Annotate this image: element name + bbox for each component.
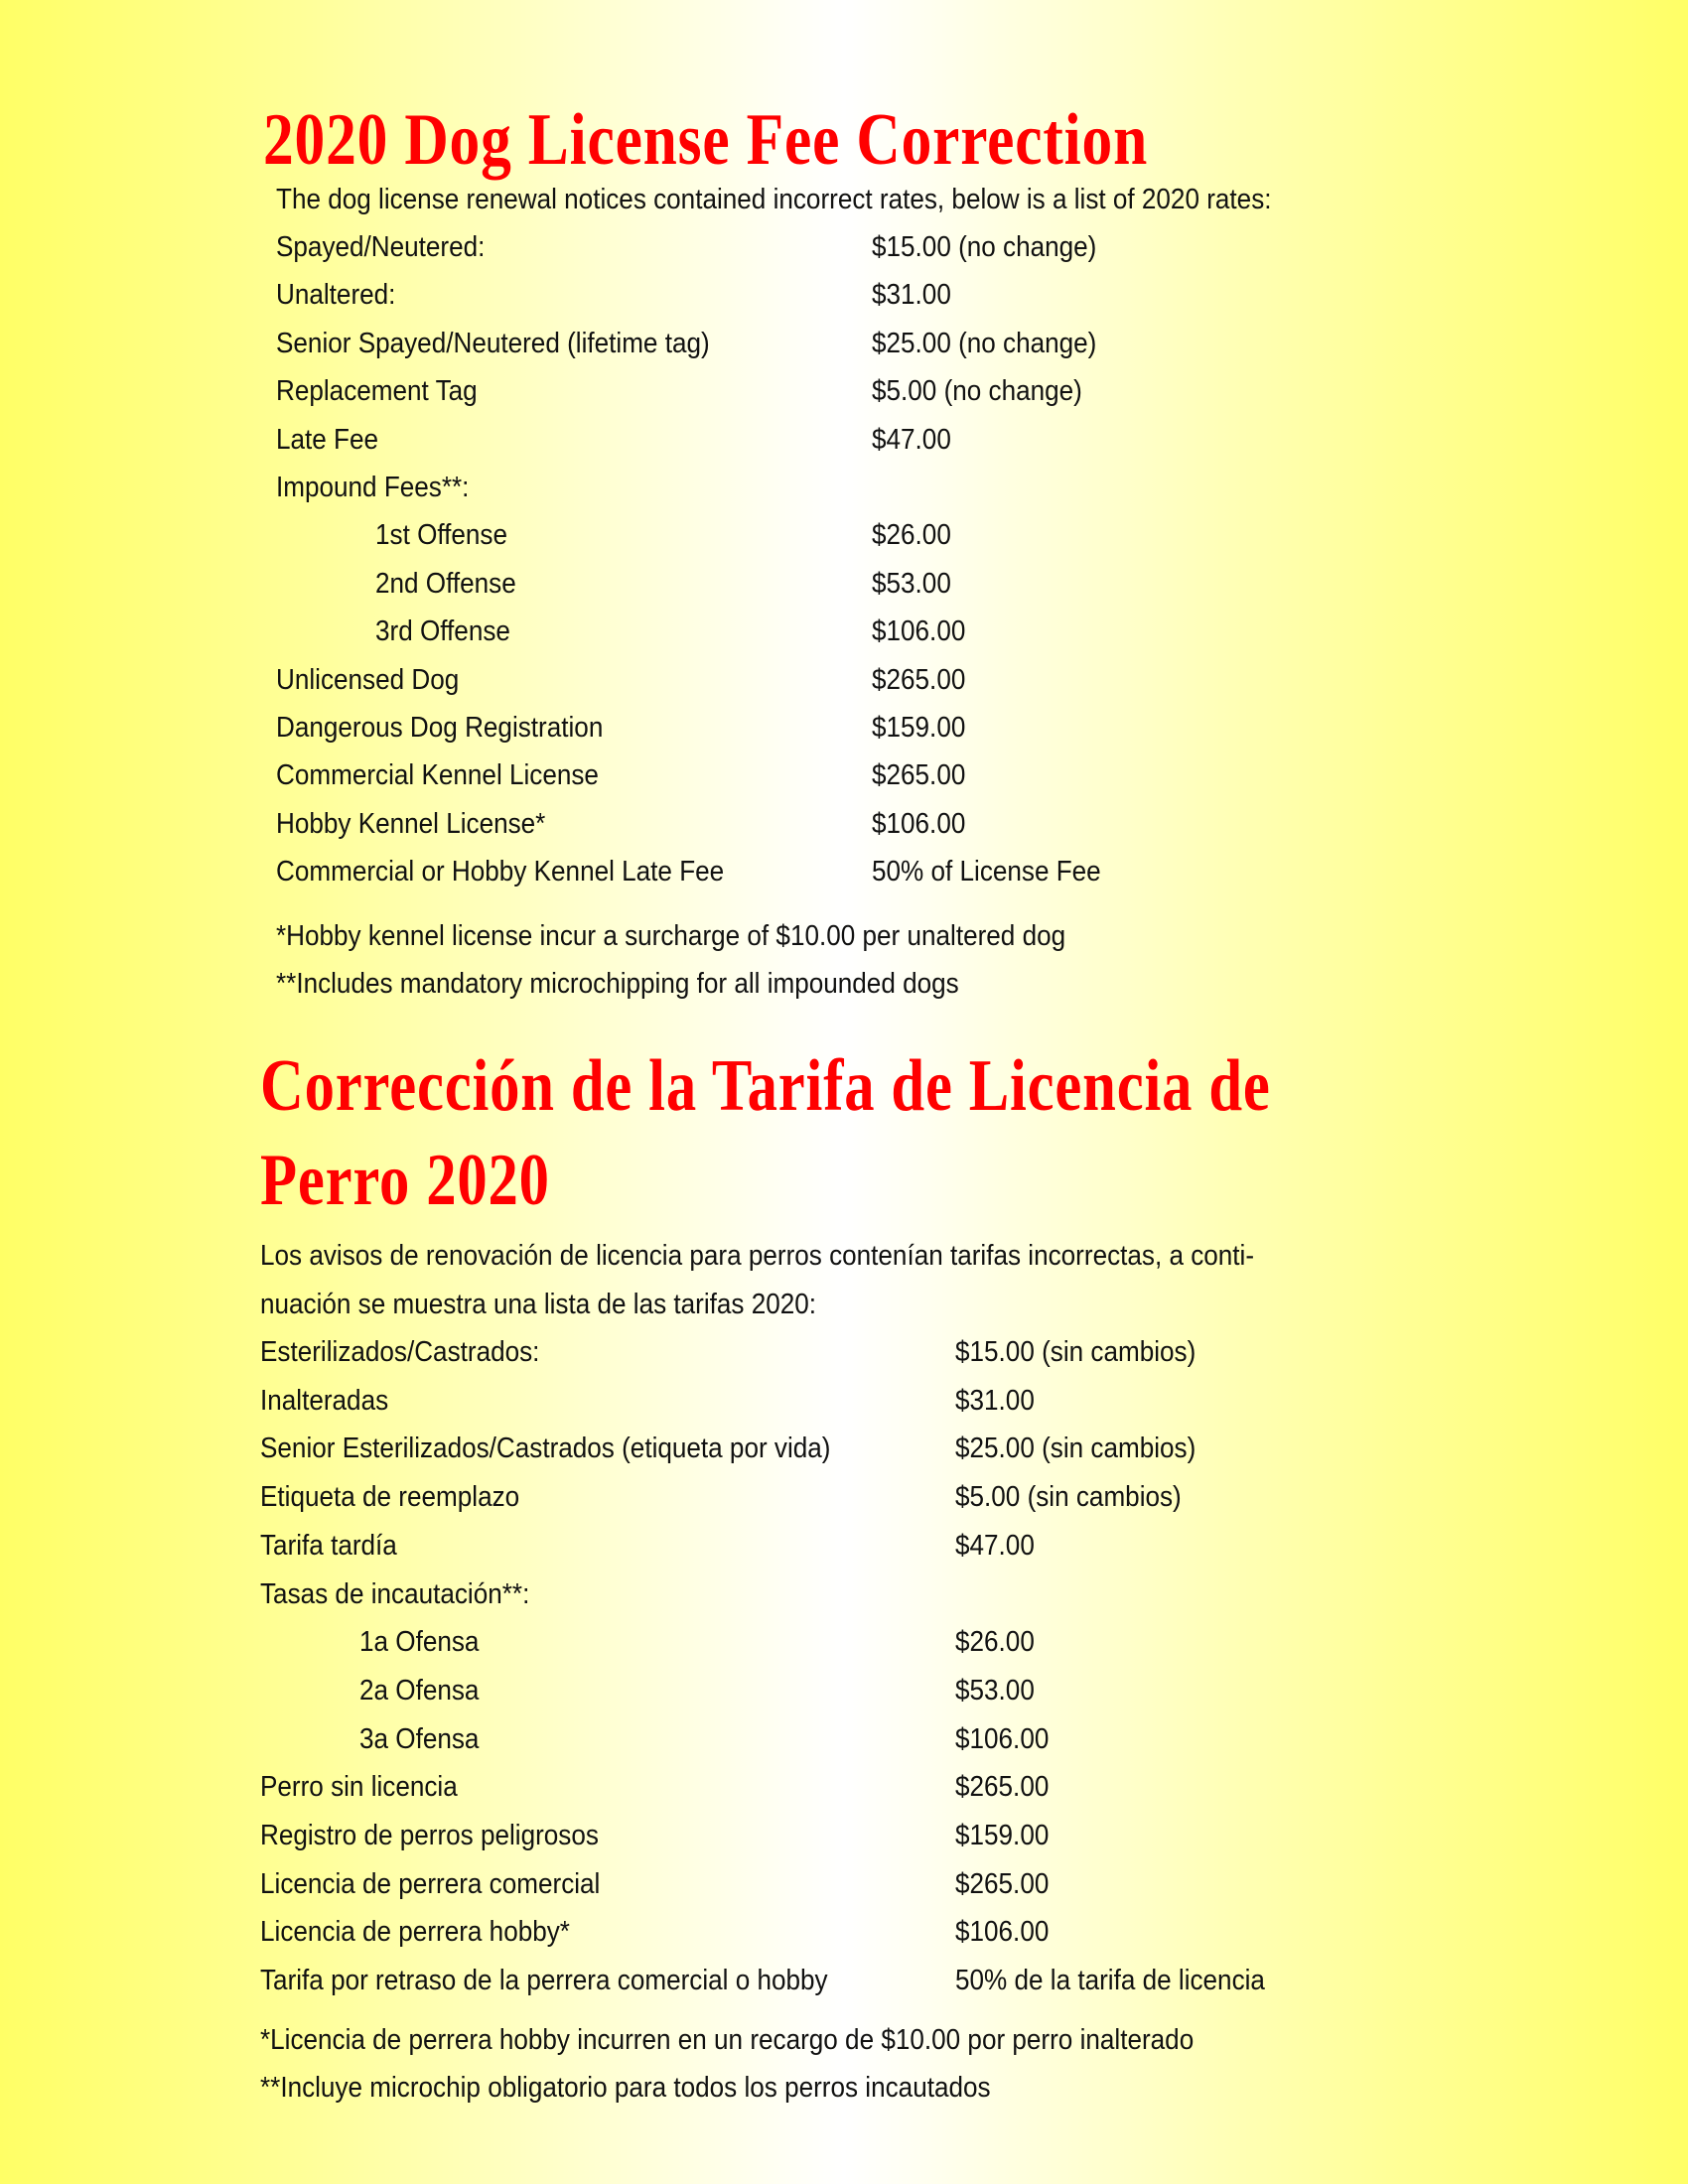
- fee-row-value: $265.00: [955, 1771, 1050, 1804]
- fee-row-label: Commercial Kennel License: [276, 759, 599, 792]
- fee-row-label: 1st Offense: [375, 519, 508, 552]
- fee-row-label: Registro de perros peligrosos: [260, 1820, 599, 1851]
- fee-row-value: $265.00: [955, 1867, 1050, 1900]
- fee-row-label: Licencia de perrera comercial: [260, 1867, 601, 1900]
- fee-row-label: 3a Ofensa: [359, 1722, 480, 1755]
- spanish-footnote-2: **Incluye microchip obligatorio para todos los perros incautados: [260, 2072, 991, 2104]
- fee-row-value: $265.00: [872, 663, 966, 696]
- fee-row-value: $15.00 (no change): [872, 231, 1097, 263]
- fee-row-label: Perro sin licencia: [260, 1771, 458, 1804]
- fee-row-label: Licencia de perrera hobby*: [260, 1916, 570, 1949]
- fee-row-value: $47.00: [872, 423, 951, 456]
- fee-row-label: 2a Ofensa: [359, 1674, 480, 1706]
- fee-row-label: Spayed/Neutered:: [276, 231, 486, 263]
- fee-row-value: $159.00: [872, 712, 966, 744]
- spanish-intro-line-1: Los avisos de renovación de licencia para perros contenían tarifas incorrectas, a conti-: [260, 1240, 1255, 1272]
- fee-row-label: Inalteradas: [260, 1384, 389, 1417]
- fee-row-value: $159.00: [955, 1820, 1050, 1851]
- fee-row-label: Etiqueta de reemplazo: [260, 1481, 520, 1514]
- fee-row-label: Esterilizados/Castrados:: [260, 1336, 540, 1368]
- english-intro: The dog license renewal notices contained incorrect rates, below is a list of 2020 rates:: [276, 184, 1272, 215]
- fee-row-value: $25.00 (no change): [872, 327, 1097, 359]
- fee-row-value: $106.00: [872, 807, 966, 840]
- fee-row-value: $53.00: [872, 567, 951, 600]
- fee-row-value: $106.00: [955, 1916, 1050, 1949]
- fee-row-label: 3rd Offense: [375, 615, 510, 648]
- fee-row-value: $53.00: [955, 1674, 1035, 1706]
- english-footnote-1: *Hobby kennel license incur a surcharge of $10.00 per unaltered dog: [276, 920, 1066, 952]
- fee-row-value: $26.00: [955, 1626, 1035, 1659]
- fee-row-value: $25.00 (sin cambios): [955, 1433, 1196, 1465]
- fee-row-value: $15.00 (sin cambios): [955, 1336, 1196, 1368]
- spanish-intro-line-2: nuación se muestra una lista de las tarifas 2020:: [260, 1289, 817, 1320]
- fee-row-value: $26.00: [872, 519, 951, 552]
- fee-row-label: 1a Ofensa: [359, 1626, 480, 1659]
- fee-row-label: Hobby Kennel License*: [276, 807, 546, 840]
- fee-row-label: Senior Spayed/Neutered (lifetime tag): [276, 327, 710, 359]
- fee-row-label: Replacement Tag: [276, 375, 478, 408]
- fee-row-label: Tasas de incautación**:: [260, 1577, 530, 1610]
- fee-row-label: Tarifa por retraso de la perrera comercial o hobby: [260, 1965, 828, 1997]
- fee-row-label: Unaltered:: [276, 279, 396, 312]
- fee-row-label: Late Fee: [276, 423, 379, 456]
- fee-row-value: $265.00: [872, 759, 966, 792]
- english-footnote-2: **Includes mandatory microchipping for all impounded dogs: [276, 968, 959, 1000]
- fee-row-value: $5.00 (sin cambios): [955, 1481, 1182, 1514]
- spanish-footnote-1: *Licencia de perrera hobby incurren en un recargo de $10.00 por perro inalterado: [260, 2024, 1195, 2056]
- fee-row-value: $106.00: [872, 615, 966, 648]
- fee-row-value: $47.00: [955, 1529, 1035, 1562]
- fee-row-label: 2nd Offense: [375, 567, 516, 600]
- fee-row-value: 50% de la tarifa de licencia: [955, 1965, 1265, 1997]
- spanish-title-line-1: Corrección de la Tarifa de Licencia de: [260, 1045, 1271, 1127]
- fee-row-value: $106.00: [955, 1722, 1050, 1755]
- spanish-title-line-2: Perro 2020: [260, 1140, 550, 1221]
- english-title: 2020 Dog License Fee Correction: [263, 99, 1149, 181]
- fee-row-value: 50% of License Fee: [872, 856, 1101, 888]
- fee-row-label: Commercial or Hobby Kennel Late Fee: [276, 856, 725, 888]
- fee-row-value: $31.00: [955, 1384, 1035, 1417]
- fee-row-value: $31.00: [872, 279, 951, 312]
- fee-row-label: Tarifa tardía: [260, 1529, 397, 1562]
- fee-row-label: Unlicensed Dog: [276, 663, 460, 696]
- fee-row-value: $5.00 (no change): [872, 375, 1082, 408]
- fee-row-label: Dangerous Dog Registration: [276, 712, 604, 744]
- fee-row-label: Impound Fees**:: [276, 472, 470, 503]
- fee-row-label: Senior Esterilizados/Castrados (etiqueta por vida): [260, 1433, 831, 1465]
